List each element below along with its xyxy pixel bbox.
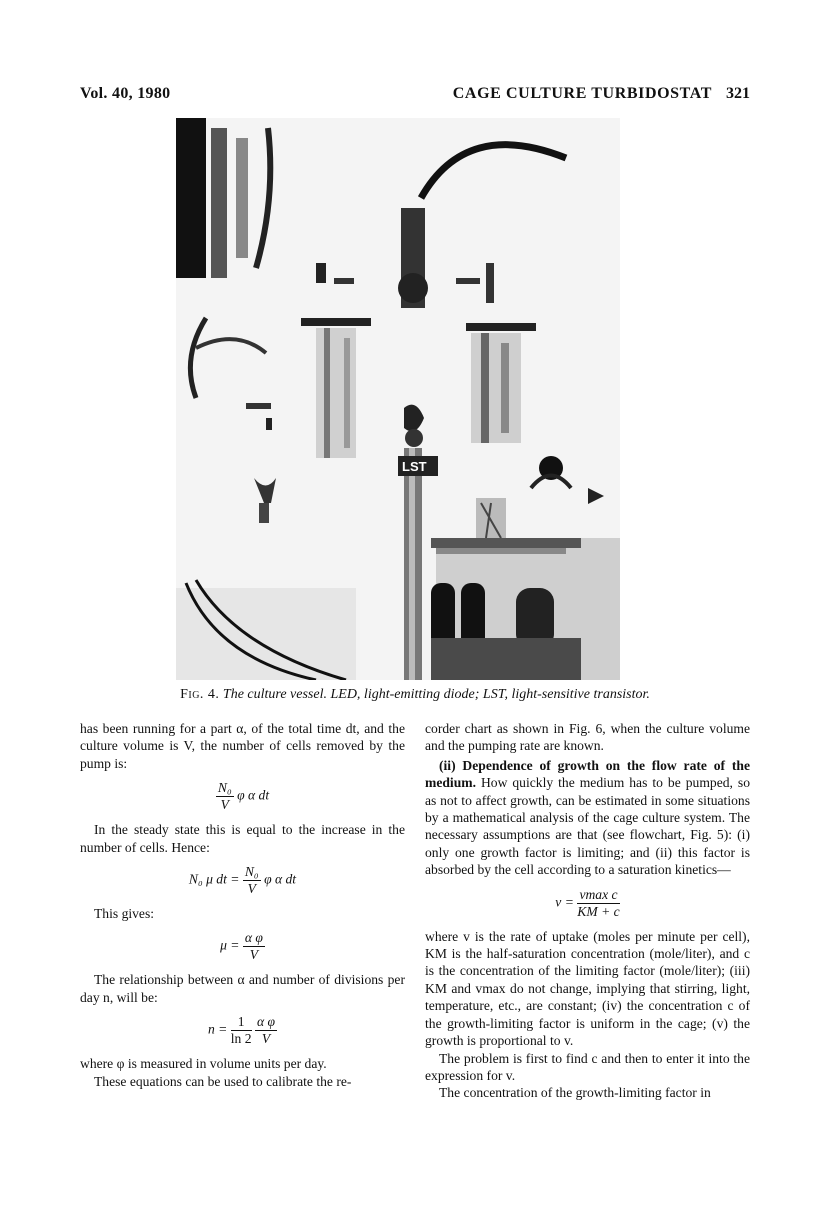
paragraph-problem: The problem is first to find c and then to enter it into the expression for v. bbox=[425, 1050, 750, 1083]
paragraph-recorder-chart: corder chart as shown in Fig. 6, when the culture volume and the pumping rate are known. bbox=[425, 721, 750, 754]
equation-growth-rate: μ = $\frac{\text{α φ}}{V}$ bbox=[220, 930, 263, 963]
figure-caption-label: Fig. 4. bbox=[180, 687, 220, 702]
paragraph-steady-state: In the steady state this is equal to the increase in the number of cells. Hence: bbox=[80, 822, 405, 855]
paragraph-calibrate: These equations can be used to calibrate the re- bbox=[94, 1073, 352, 1089]
left-column bbox=[80, 720, 405, 1090]
paragraph-divisions-per-day: The relationship between α and number of divisions per day n, will be: bbox=[80, 972, 405, 1005]
paragraph-this-gives: This gives: bbox=[94, 906, 155, 922]
paragraph-concentration: The concentration of the growth-limiting factor in bbox=[439, 1085, 711, 1101]
fraction-alpha-phi-over-v: $\frac{\text{α φ}}{V}$ bbox=[244, 930, 263, 963]
right-column bbox=[425, 720, 750, 1102]
figure-label-lst: LST bbox=[402, 459, 427, 474]
running-header bbox=[80, 85, 750, 105]
paragraph-phi-units: where φ is measured in volume units per day. bbox=[80, 1056, 327, 1072]
fraction-alpha-phi-over-v-2: $\frac{\text{α φ}}{V}$ bbox=[256, 1014, 276, 1047]
figure-caption-text: The culture vessel. LED, light-emitting diode; LST, light-sensitive transistor. bbox=[222, 687, 650, 702]
figure-culture-vessel-photo bbox=[176, 118, 620, 680]
fraction-one-over-ln2: $\frac{1}{\ln 2}$ bbox=[230, 1014, 252, 1047]
equation-divisions: n = $\frac{1}{\ln 2}$ $\frac{\text{α φ}}{V}$ bbox=[207, 1014, 276, 1047]
fraction-michaelis-menten: $\frac{\text{vmax c}}{KM + c}$ bbox=[577, 886, 620, 919]
equation-steady-state: N₀ μ dt = $\frac{\text{N₀}}{V}$ φ α dt bbox=[188, 864, 297, 897]
paragraph-flow-rate: (ii) Dependence of growth on the flow rate of the medium. How quickly the medium has to be pumped, so as not to affect growth, can be estimated in some situations by a mathematical analysis of the cage culture system. The necessary assumptions are that (see flowchart, Fig. 5): (i) only one growth factor is limiting; and (ii) this factor is absorbed by the cell according to a saturation kinetics— bbox=[425, 757, 750, 878]
paragraph-uptake-definitions: where v is the rate of uptake (moles per minute per cell), KM is the half-saturation concentration (mole/liter), and c is the concentration of the limiting factor (mole/liter); (iii) KM and vmax do not change, implying that stirring, light, temperature, etc., are constant; (iv) the concentration c of the growth-limiting factor is uniform in the cage; (v) the growth is proportional to v. bbox=[425, 928, 750, 1049]
volume-year: Vol. 40, 1980 bbox=[80, 85, 171, 102]
equation-cells-removed: $\frac{\text{N₀}}{V}$ φ α dt bbox=[217, 780, 270, 813]
page-number: 321 bbox=[726, 85, 750, 102]
running-title: CAGE CULTURE TURBIDOSTAT bbox=[452, 85, 712, 102]
fraction-n0-over-v-2: $\frac{\text{N₀}}{V}$ bbox=[244, 864, 259, 897]
fraction-n0-over-v: $\frac{\text{N₀}}{V}$ bbox=[217, 780, 232, 813]
figure-caption bbox=[80, 687, 750, 703]
paragraph-pump-cells: has been running for a part α, of the total time dt, and the culture volume is V, the number of cells removed by the pump is: bbox=[80, 721, 405, 771]
culture-vessel-photo bbox=[176, 118, 620, 680]
section-heading-flow-rate: (ii) Dependence of growth on the flow rate of the medium. bbox=[425, 757, 750, 791]
equation-saturation-kinetics: v = $\frac{\text{vmax c}}{KM + c}$ bbox=[555, 886, 620, 919]
